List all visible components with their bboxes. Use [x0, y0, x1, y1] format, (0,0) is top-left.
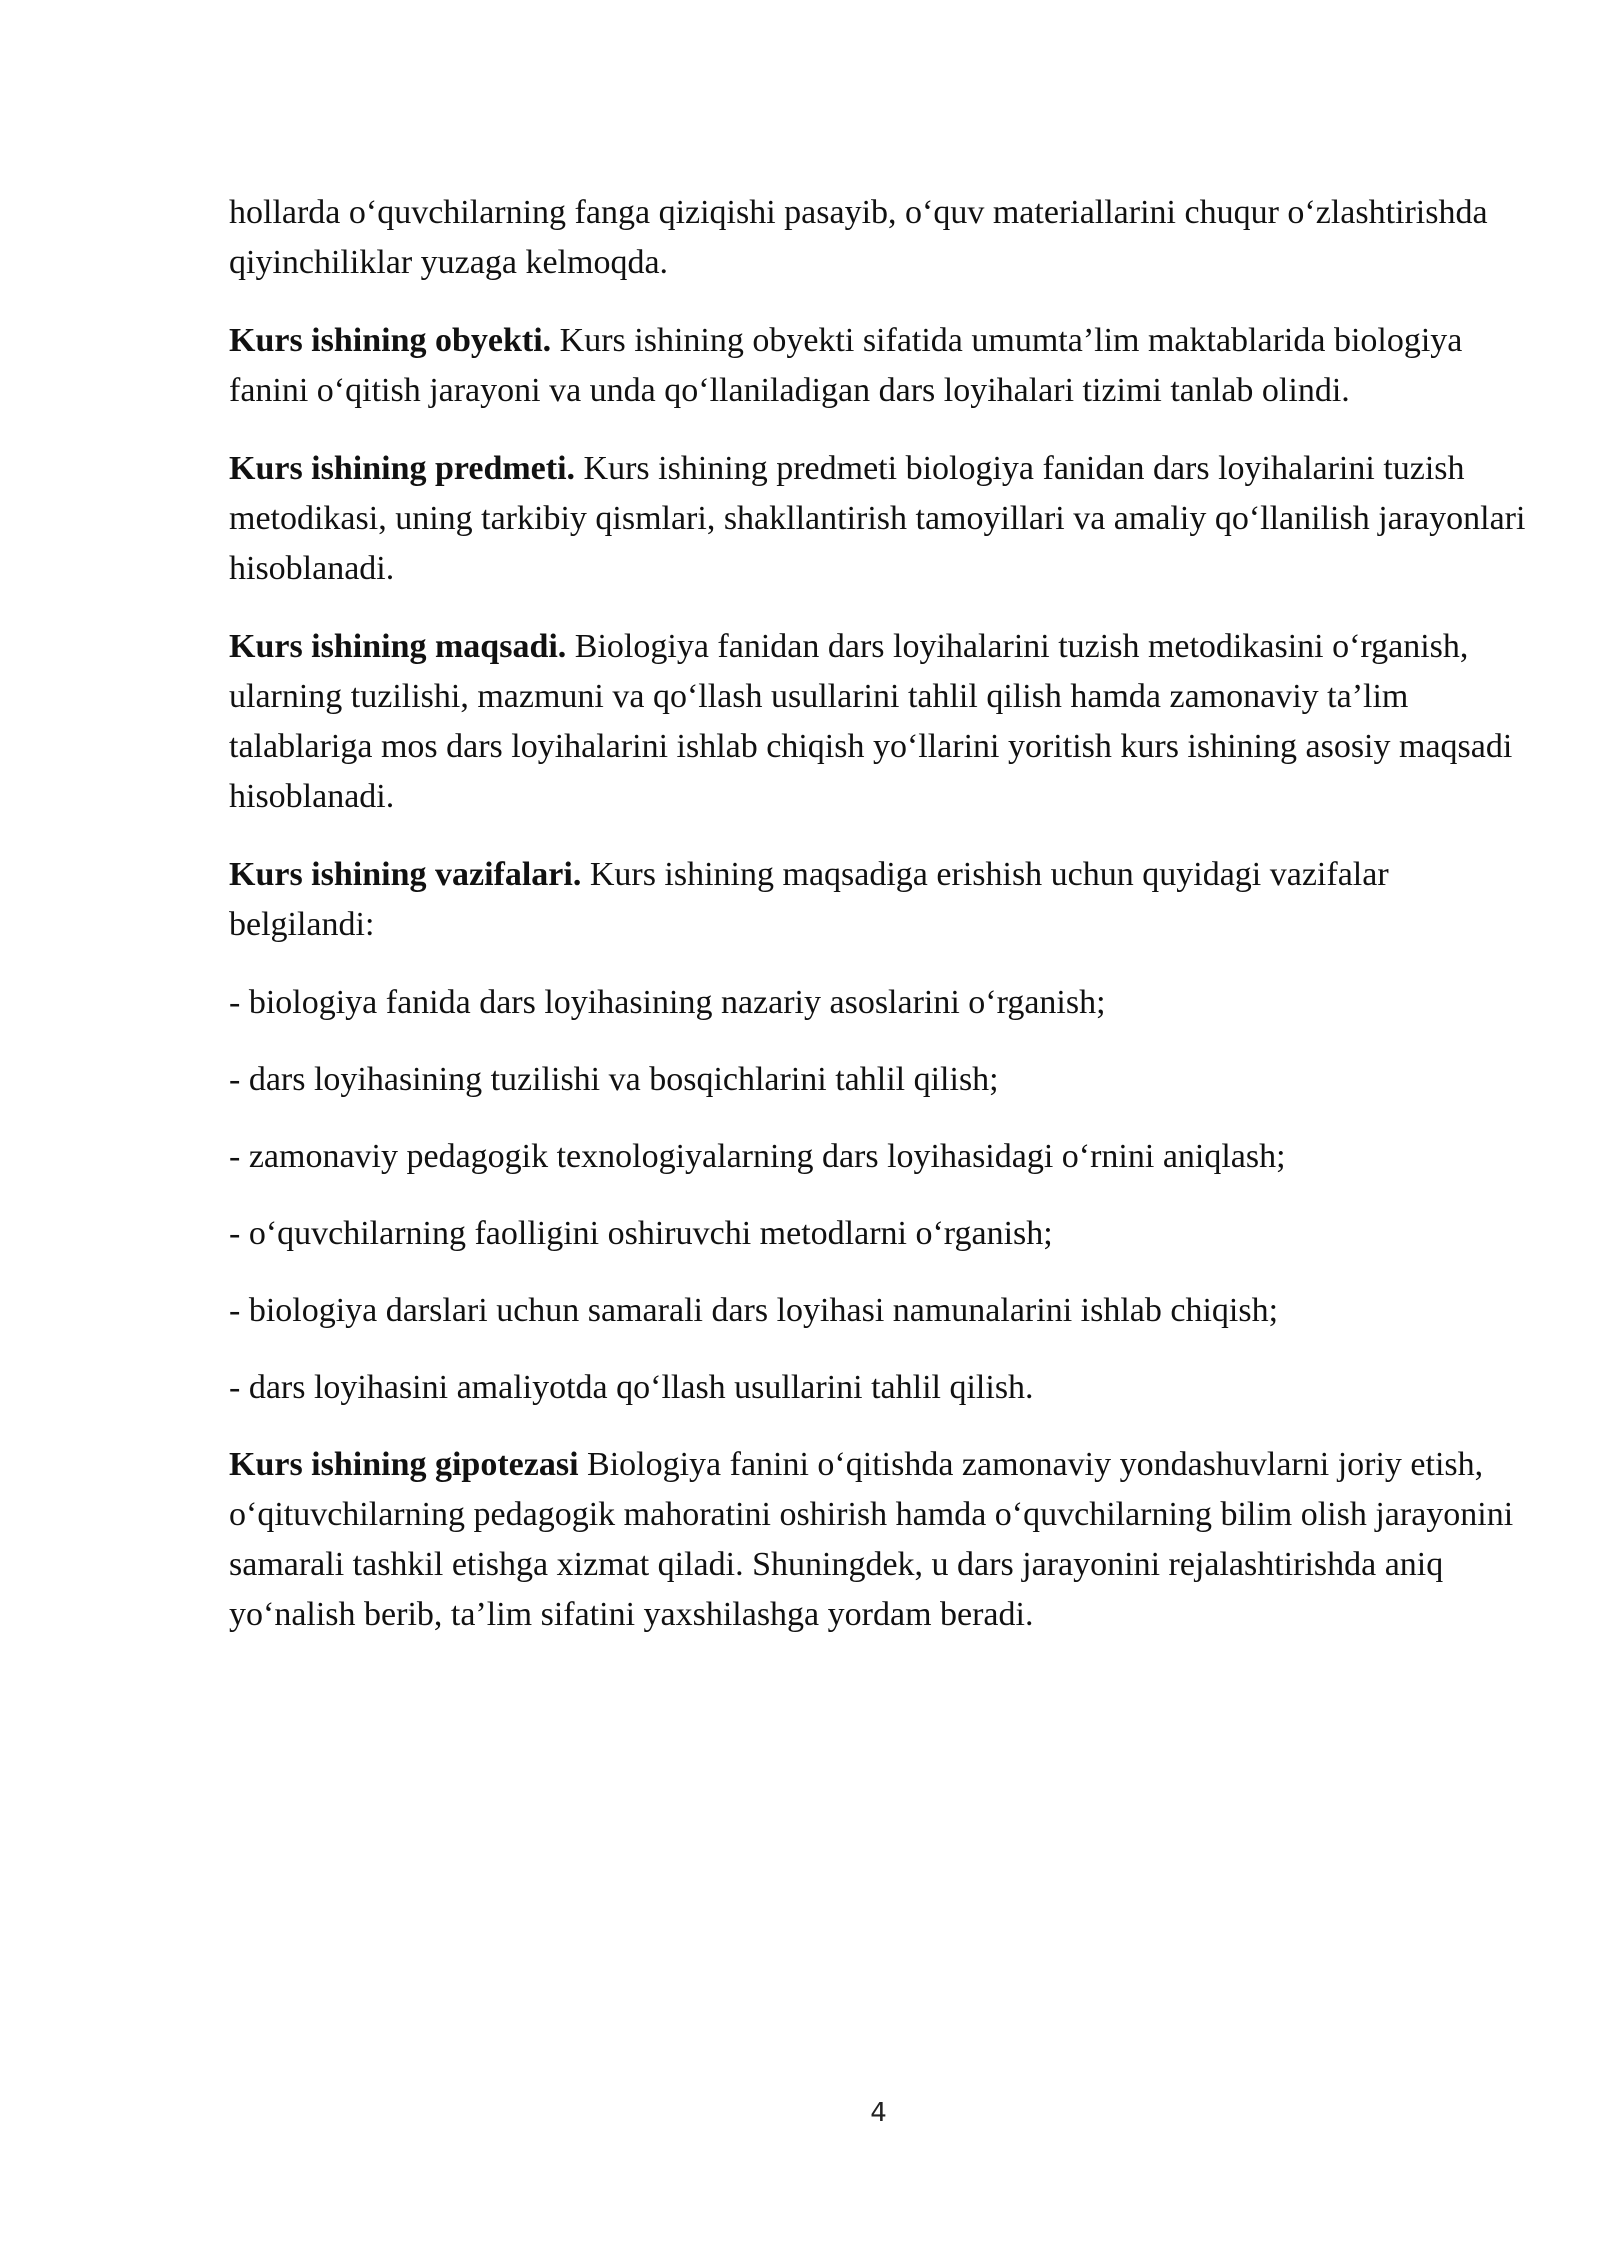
- subject-paragraph: [229, 444, 1529, 594]
- hypothesis-text: Biologiya fanini o‘qitishda zamonaviy yondashuvlarni joriy etish, o‘qituvchilarning pedagogik mahoratini oshirish hamda o‘quvchilarning bilim olish jarayonini samarali tashkil etishga xizmat qiladi. Shuningdek, u dars jarayonini rejalashtirishda aniq yo‘nalish berib, ta’lim sifatini yaxshilashga yordam beradi.: [229, 1446, 1514, 1633]
- task-list-item: - o‘quvchilarning faolligini oshiruvchi metodlarni o‘rganish;: [229, 1215, 1053, 1252]
- hypothesis-paragraph: [229, 1440, 1529, 1640]
- object-text: Kurs ishining obyekti sifatida umumta’lim maktablarida biologiya fanini o‘qitish jarayoni va unda qo‘llaniladigan dars loyihalari tizimi tanlab olindi.: [229, 322, 1463, 409]
- task-list-item: - zamonaviy pedagogik texnologiyalarning dars loyihasidagi o‘rnini aniqlash;: [229, 1138, 1286, 1175]
- object-heading: Kurs ishining obyekti.: [229, 322, 552, 359]
- object-paragraph: [229, 316, 1529, 416]
- subject-text: Kurs ishining predmeti biologiya fanidan dars loyihalarini tuzish metodikasi, uning tarkibiy qismlari, shakllantirish tamoyillari va amaliy qo‘llanilish jarayonlari hisoblanadi.: [229, 450, 1526, 587]
- tasks-heading: Kurs ishining vazifalari.: [229, 856, 582, 893]
- page-number: 4: [870, 2098, 887, 2128]
- task-list-item: - biologiya darslari uchun samarali dars loyihasi namunalarini ishlab chiqish;: [229, 1292, 1279, 1329]
- page-body: [229, 188, 1529, 1668]
- hypothesis-heading: Kurs ishining gipotezasi: [229, 1446, 579, 1483]
- task-list-item: - biologiya fanida dars loyihasining nazariy asoslarini o‘rganish;: [229, 984, 1106, 1021]
- tasks-paragraph: [229, 850, 1529, 950]
- subject-heading: Kurs ishining predmeti.: [229, 450, 576, 487]
- intro-continuation-paragraph: hollarda o‘quvchilarning fanga qiziqishi pasayib, o‘quv materiallarini chuqur o‘zlashtirishda qiyinchiliklar yuzaga kelmoqda.: [229, 194, 1488, 281]
- goal-heading: Kurs ishining maqsadi.: [229, 628, 567, 665]
- task-list-item: - dars loyihasining tuzilishi va bosqichlarini tahlil qilish;: [229, 1061, 999, 1098]
- tasks-text: Kurs ishining maqsadiga erishish uchun quyidagi vazifalar belgilandi:: [229, 856, 1389, 943]
- task-list-item: - dars loyihasini amaliyotda qo‘llash usullarini tahlil qilish.: [229, 1369, 1034, 1406]
- goal-paragraph: [229, 622, 1529, 822]
- goal-text: Biologiya fanidan dars loyihalarini tuzish metodikasini o‘rganish, ularning tuzilishi, mazmuni va qo‘llash usullarini tahlil qilish hamda zamonaviy ta’lim talablariga mos dars loyihalarini ishlab chiqish yo‘llarini yoritish kurs ishining asosiy maqsadi hisoblanadi.: [229, 628, 1513, 815]
